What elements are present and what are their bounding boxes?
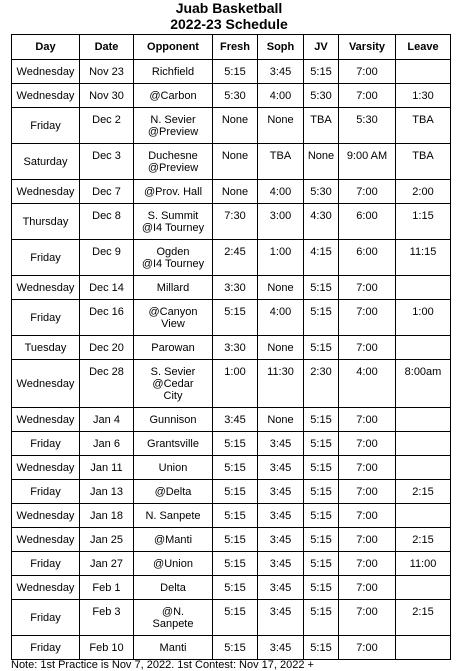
table-row [12, 360, 451, 408]
cell-opponent: Delta [134, 576, 213, 600]
cell-opponent: @Canyon View [134, 300, 213, 336]
cell-jv: 5:15 [304, 600, 339, 636]
cell-date: Jan 27 [80, 552, 134, 576]
table-row [12, 108, 451, 144]
cell-fresh: 5:15 [213, 300, 258, 336]
cell-jv: 5:30 [304, 84, 339, 108]
schedule-table [11, 34, 451, 660]
cell-day: Wednesday [12, 576, 80, 600]
cell-day: Tuesday [12, 336, 80, 360]
cell-varsity: 5:30 [339, 108, 396, 144]
cell-fresh: 5:15 [213, 600, 258, 636]
cell-opponent: @Union [134, 552, 213, 576]
cell-opponent: Gunnison [134, 408, 213, 432]
table-row [12, 408, 451, 432]
cell-leave [396, 636, 451, 660]
cell-date: Feb 3 [80, 600, 134, 636]
cell-jv: 5:15 [304, 636, 339, 660]
cell-opponent: S. Sevier @Cedar City [134, 360, 213, 408]
column-header: Day [12, 35, 80, 60]
cell-day: Wednesday [12, 276, 80, 300]
footer-note: Note: 1st Practice is Nov 7, 2022. 1st Contest: Nov 17, 2022 + [11, 659, 314, 671]
cell-date: Dec 3 [80, 144, 134, 180]
cell-opponent: @N. Sanpete [134, 600, 213, 636]
cell-date: Dec 7 [80, 180, 134, 204]
cell-soph: None [258, 276, 304, 300]
cell-fresh: 5:15 [213, 552, 258, 576]
cell-leave [396, 336, 451, 360]
cell-fresh: 5:15 [213, 576, 258, 600]
cell-fresh: 5:15 [213, 480, 258, 504]
cell-opponent: S. Summit @I4 Tourney [134, 204, 213, 240]
cell-leave: 1:15 [396, 204, 451, 240]
header-row [12, 35, 451, 60]
cell-leave: TBA [396, 144, 451, 180]
cell-soph: 3:45 [258, 576, 304, 600]
cell-leave [396, 60, 451, 84]
schedule-subtitle: 2022-23 Schedule [170, 16, 288, 32]
cell-jv: 5:15 [304, 528, 339, 552]
cell-opponent: Parowan [134, 336, 213, 360]
cell-varsity: 7:00 [339, 600, 396, 636]
cell-fresh: 3:30 [213, 336, 258, 360]
table-row [12, 204, 451, 240]
cell-fresh: 7:30 [213, 204, 258, 240]
cell-day: Wednesday [12, 504, 80, 528]
table-row [12, 336, 451, 360]
cell-soph: None [258, 108, 304, 144]
cell-day: Wednesday [12, 84, 80, 108]
cell-varsity: 7:00 [339, 504, 396, 528]
column-header: Leave [396, 35, 451, 60]
cell-date: Dec 16 [80, 300, 134, 336]
cell-leave [396, 456, 451, 480]
cell-soph: 3:45 [258, 636, 304, 660]
cell-fresh: 5:15 [213, 456, 258, 480]
column-header: Varsity [339, 35, 396, 60]
schedule-title: Juab Basketball [175, 0, 283, 16]
cell-jv: 4:15 [304, 240, 339, 276]
cell-jv: 5:15 [304, 432, 339, 456]
cell-opponent: @Prov. Hall [134, 180, 213, 204]
cell-day: Friday [12, 108, 80, 144]
cell-date: Jan 6 [80, 432, 134, 456]
cell-opponent: Richfield [134, 60, 213, 84]
cell-day: Saturday [12, 144, 80, 180]
cell-varsity: 4:00 [339, 360, 396, 408]
cell-opponent: N. Sanpete [134, 504, 213, 528]
cell-fresh: 2:45 [213, 240, 258, 276]
cell-date: Dec 8 [80, 204, 134, 240]
cell-leave: 11:15 [396, 240, 451, 276]
cell-day: Wednesday [12, 408, 80, 432]
cell-soph: 4:00 [258, 180, 304, 204]
cell-fresh: 3:45 [213, 408, 258, 432]
cell-leave: 2:15 [396, 600, 451, 636]
column-header: Date [80, 35, 134, 60]
cell-day: Friday [12, 600, 80, 636]
cell-day: Friday [12, 300, 80, 336]
cell-soph: None [258, 336, 304, 360]
table-row [12, 432, 451, 456]
cell-opponent: Manti [134, 636, 213, 660]
cell-varsity: 7:00 [339, 84, 396, 108]
cell-opponent: Union [134, 456, 213, 480]
cell-opponent: Duchesne @Preview [134, 144, 213, 180]
cell-day: Wednesday [12, 528, 80, 552]
cell-day: Wednesday [12, 60, 80, 84]
cell-soph: 3:45 [258, 504, 304, 528]
cell-jv: None [304, 144, 339, 180]
cell-opponent: Millard [134, 276, 213, 300]
cell-leave: 1:30 [396, 84, 451, 108]
table-row [12, 84, 451, 108]
cell-leave: 8:00am [396, 360, 451, 408]
table-row [12, 528, 451, 552]
cell-leave [396, 432, 451, 456]
cell-leave: 2:00 [396, 180, 451, 204]
cell-varsity: 7:00 [339, 276, 396, 300]
cell-leave: 1:00 [396, 300, 451, 336]
cell-date: Jan 13 [80, 480, 134, 504]
cell-varsity: 7:00 [339, 60, 396, 84]
cell-date: Jan 4 [80, 408, 134, 432]
table-row [12, 552, 451, 576]
cell-jv: 5:15 [304, 336, 339, 360]
cell-soph: 4:00 [258, 84, 304, 108]
cell-varsity: 6:00 [339, 240, 396, 276]
cell-jv: 5:15 [304, 480, 339, 504]
cell-fresh: None [213, 180, 258, 204]
cell-leave: 11:00 [396, 552, 451, 576]
cell-fresh: None [213, 108, 258, 144]
cell-opponent: Ogden @I4 Tourney [134, 240, 213, 276]
cell-date: Dec 20 [80, 336, 134, 360]
cell-varsity: 7:00 [339, 456, 396, 480]
cell-soph: 3:45 [258, 480, 304, 504]
cell-fresh: 3:30 [213, 276, 258, 300]
cell-leave [396, 576, 451, 600]
cell-jv: TBA [304, 108, 339, 144]
cell-fresh: 5:15 [213, 528, 258, 552]
cell-date: Dec 28 [80, 360, 134, 408]
cell-date: Jan 18 [80, 504, 134, 528]
cell-opponent: @Carbon [134, 84, 213, 108]
cell-varsity: 7:00 [339, 576, 396, 600]
table-row [12, 240, 451, 276]
cell-day: Friday [12, 480, 80, 504]
cell-varsity: 7:00 [339, 180, 396, 204]
table-row [12, 480, 451, 504]
cell-varsity: 7:00 [339, 552, 396, 576]
cell-varsity: 7:00 [339, 336, 396, 360]
cell-soph: 3:45 [258, 456, 304, 480]
cell-fresh: 5:15 [213, 432, 258, 456]
table-row [12, 636, 451, 660]
cell-varsity: 7:00 [339, 528, 396, 552]
cell-opponent: @Manti [134, 528, 213, 552]
column-header: JV [304, 35, 339, 60]
cell-day: Friday [12, 432, 80, 456]
table-row [12, 600, 451, 636]
cell-varsity: 7:00 [339, 432, 396, 456]
cell-soph: 11:30 [258, 360, 304, 408]
cell-day: Friday [12, 636, 80, 660]
column-header: Opponent [134, 35, 213, 60]
cell-fresh: 5:15 [213, 636, 258, 660]
cell-day: Wednesday [12, 180, 80, 204]
cell-leave [396, 408, 451, 432]
column-header: Fresh [213, 35, 258, 60]
cell-day: Friday [12, 552, 80, 576]
cell-jv: 2:30 [304, 360, 339, 408]
cell-varsity: 7:00 [339, 408, 396, 432]
cell-leave: 2:15 [396, 480, 451, 504]
cell-leave: TBA [396, 108, 451, 144]
cell-jv: 5:15 [304, 300, 339, 336]
cell-date: Dec 2 [80, 108, 134, 144]
table-row [12, 180, 451, 204]
cell-soph: 3:45 [258, 528, 304, 552]
cell-date: Feb 1 [80, 576, 134, 600]
cell-soph: 1:00 [258, 240, 304, 276]
cell-soph: 3:00 [258, 204, 304, 240]
cell-leave: 2:15 [396, 528, 451, 552]
cell-day: Friday [12, 240, 80, 276]
table-row [12, 60, 451, 84]
cell-jv: 5:15 [304, 408, 339, 432]
cell-jv: 5:15 [304, 60, 339, 84]
cell-soph: 3:45 [258, 552, 304, 576]
cell-jv: 5:15 [304, 276, 339, 300]
cell-leave [396, 504, 451, 528]
cell-opponent: Grantsville [134, 432, 213, 456]
cell-jv: 4:30 [304, 204, 339, 240]
table-row [12, 144, 451, 180]
cell-jv: 5:15 [304, 576, 339, 600]
cell-soph: TBA [258, 144, 304, 180]
cell-day: Thursday [12, 204, 80, 240]
cell-date: Jan 25 [80, 528, 134, 552]
cell-soph: 3:45 [258, 600, 304, 636]
cell-varsity: 7:00 [339, 300, 396, 336]
column-header: Soph [258, 35, 304, 60]
cell-jv: 5:30 [304, 180, 339, 204]
cell-date: Jan 11 [80, 456, 134, 480]
table-row [12, 276, 451, 300]
cell-leave [396, 276, 451, 300]
cell-varsity: 9:00 AM [339, 144, 396, 180]
cell-opponent: @Delta [134, 480, 213, 504]
cell-date: Dec 14 [80, 276, 134, 300]
cell-day: Wednesday [12, 456, 80, 480]
table-row [12, 300, 451, 336]
cell-fresh: 1:00 [213, 360, 258, 408]
table-row [12, 576, 451, 600]
cell-fresh: None [213, 144, 258, 180]
cell-day: Wednesday [12, 360, 80, 408]
cell-fresh: 5:30 [213, 84, 258, 108]
cell-date: Nov 30 [80, 84, 134, 108]
cell-jv: 5:15 [304, 456, 339, 480]
cell-date: Dec 9 [80, 240, 134, 276]
cell-soph: None [258, 408, 304, 432]
cell-varsity: 7:00 [339, 636, 396, 660]
cell-soph: 3:45 [258, 60, 304, 84]
cell-opponent: N. Sevier @Preview [134, 108, 213, 144]
cell-varsity: 6:00 [339, 204, 396, 240]
cell-varsity: 7:00 [339, 480, 396, 504]
cell-date: Nov 23 [80, 60, 134, 84]
cell-jv: 5:15 [304, 552, 339, 576]
table-row [12, 504, 451, 528]
schedule-body [12, 60, 451, 660]
table-row [12, 456, 451, 480]
cell-date: Feb 10 [80, 636, 134, 660]
cell-fresh: 5:15 [213, 504, 258, 528]
cell-fresh: 5:15 [213, 60, 258, 84]
cell-soph: 4:00 [258, 300, 304, 336]
cell-soph: 3:45 [258, 432, 304, 456]
cell-jv: 5:15 [304, 504, 339, 528]
